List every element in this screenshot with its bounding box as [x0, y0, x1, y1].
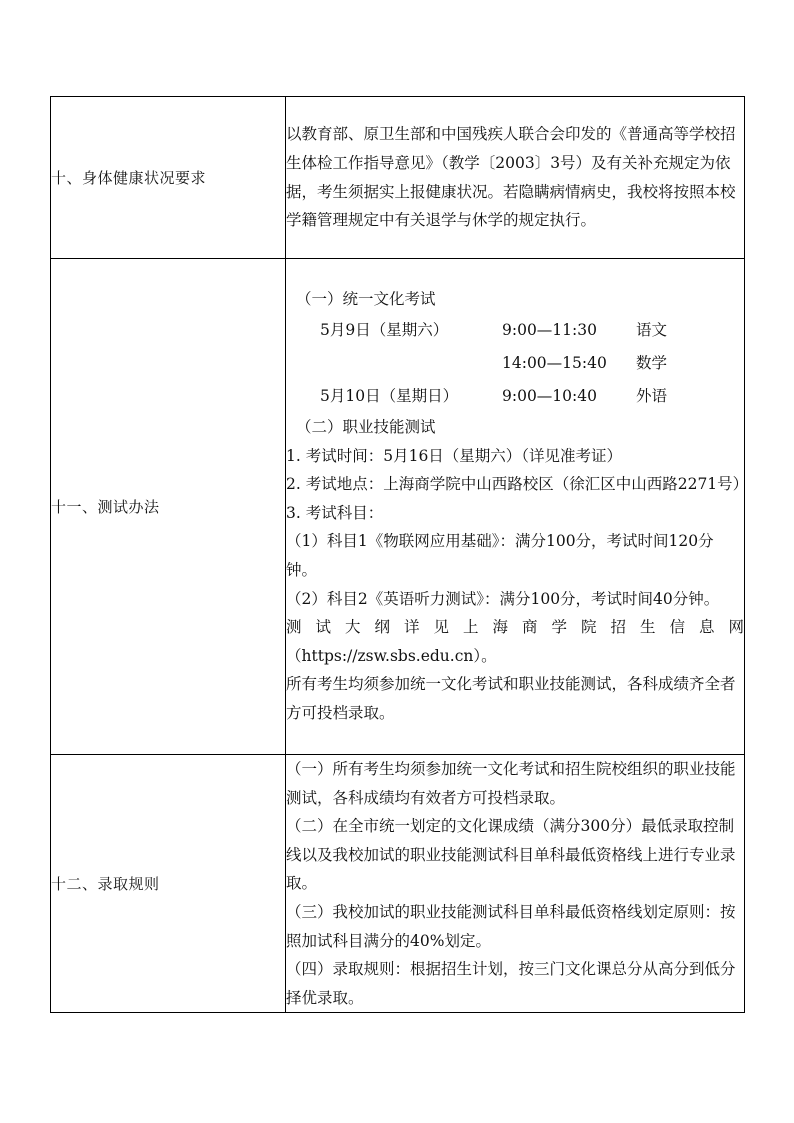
- health-requirements-text: 以教育部、原卫生部和中国残疾人联合会印发的《普通高等学校招生体检工作指导意见》（教学〔2003〕3号）及有关补充规定为依据，考生须据实上报健康状况。若隐瞒病情病史，我校将按照本校学籍管理规定中有关退学与休学的规定执行。: [286, 97, 745, 259]
- row-label-admission-rules: 十二、录取规则: [51, 755, 286, 1013]
- test-method-content: [286, 259, 749, 755]
- schedule-date: 5月9日（星期六）: [320, 321, 449, 340]
- admission-info-table: [50, 96, 749, 1013]
- schedule-time: 9:00—10:40: [502, 387, 597, 406]
- schedule-subject: 语文: [636, 321, 668, 340]
- row-label-test-method: 十一、测试办法: [51, 259, 286, 755]
- exam-subjects-item: 3. 考试科目：: [286, 503, 384, 522]
- table-row-health: [51, 97, 745, 259]
- table-row-test-method: [51, 259, 745, 755]
- exam-time-item: 1. 考试时间：5月16日（星期六）（详见准考证）: [286, 446, 623, 465]
- schedule-subject: 外语: [636, 387, 668, 406]
- subject-2-text: （2）科目2《英语听力测试》：满分100分，考试时间40分钟。: [286, 589, 720, 608]
- schedule-subject: 数学: [636, 354, 668, 373]
- schedule-date: 5月10日（星期日）: [320, 387, 459, 406]
- table-row-admission-rules: [51, 755, 745, 1013]
- admission-rules-content: [286, 755, 745, 1013]
- row-label-health: 十、身体健康状况要求: [51, 97, 286, 259]
- admission-rule-1: （一）所有考生均须参加统一文化考试和招生院校组织的职业技能测试，各科成绩均有效者方可投档录取。: [286, 760, 736, 807]
- section-title-skill-test: （二）职业技能测试: [296, 418, 436, 437]
- admission-rule-4: （四）录取规则：根据招生计划，按三门文化课总分从高分到低分择优录取。: [286, 960, 736, 1007]
- admission-rule-2: （二）在全市统一划定的文化课成绩（满分300分）最低录取控制线以及我校加试的职业技能测试科目单科最低资格线上进行专业录取。: [286, 817, 736, 893]
- schedule-time: 14:00—15:40: [502, 354, 607, 373]
- syllabus-line: 测试大纲详见上海商学院招生信息网: [286, 618, 744, 637]
- schedule-date: [320, 347, 502, 380]
- test-requirement-note: 所有考生均须参加统一文化考试和职业技能测试，各科成绩齐全者方可投档录取。: [286, 675, 736, 722]
- syllabus-url: （https://zsw.sbs.edu.cn）。: [286, 646, 497, 665]
- schedule-time: 9:00—11:30: [502, 321, 597, 340]
- admission-rule-3: （三）我校加试的职业技能测试科目单科最低资格线划定原则：按照加试科目满分的40%划定。: [286, 902, 736, 950]
- exam-schedule: [286, 314, 744, 413]
- section-title-unified-exam: （一）统一文化考试: [296, 290, 436, 309]
- subject-1-text: （1）科目1《物联网应用基础》：满分100分，考试时间120分钟。: [286, 532, 714, 579]
- exam-location-item: 2. 考试地点：上海商学院中山西路校区（徐汇区中山西路2271号）: [286, 475, 749, 494]
